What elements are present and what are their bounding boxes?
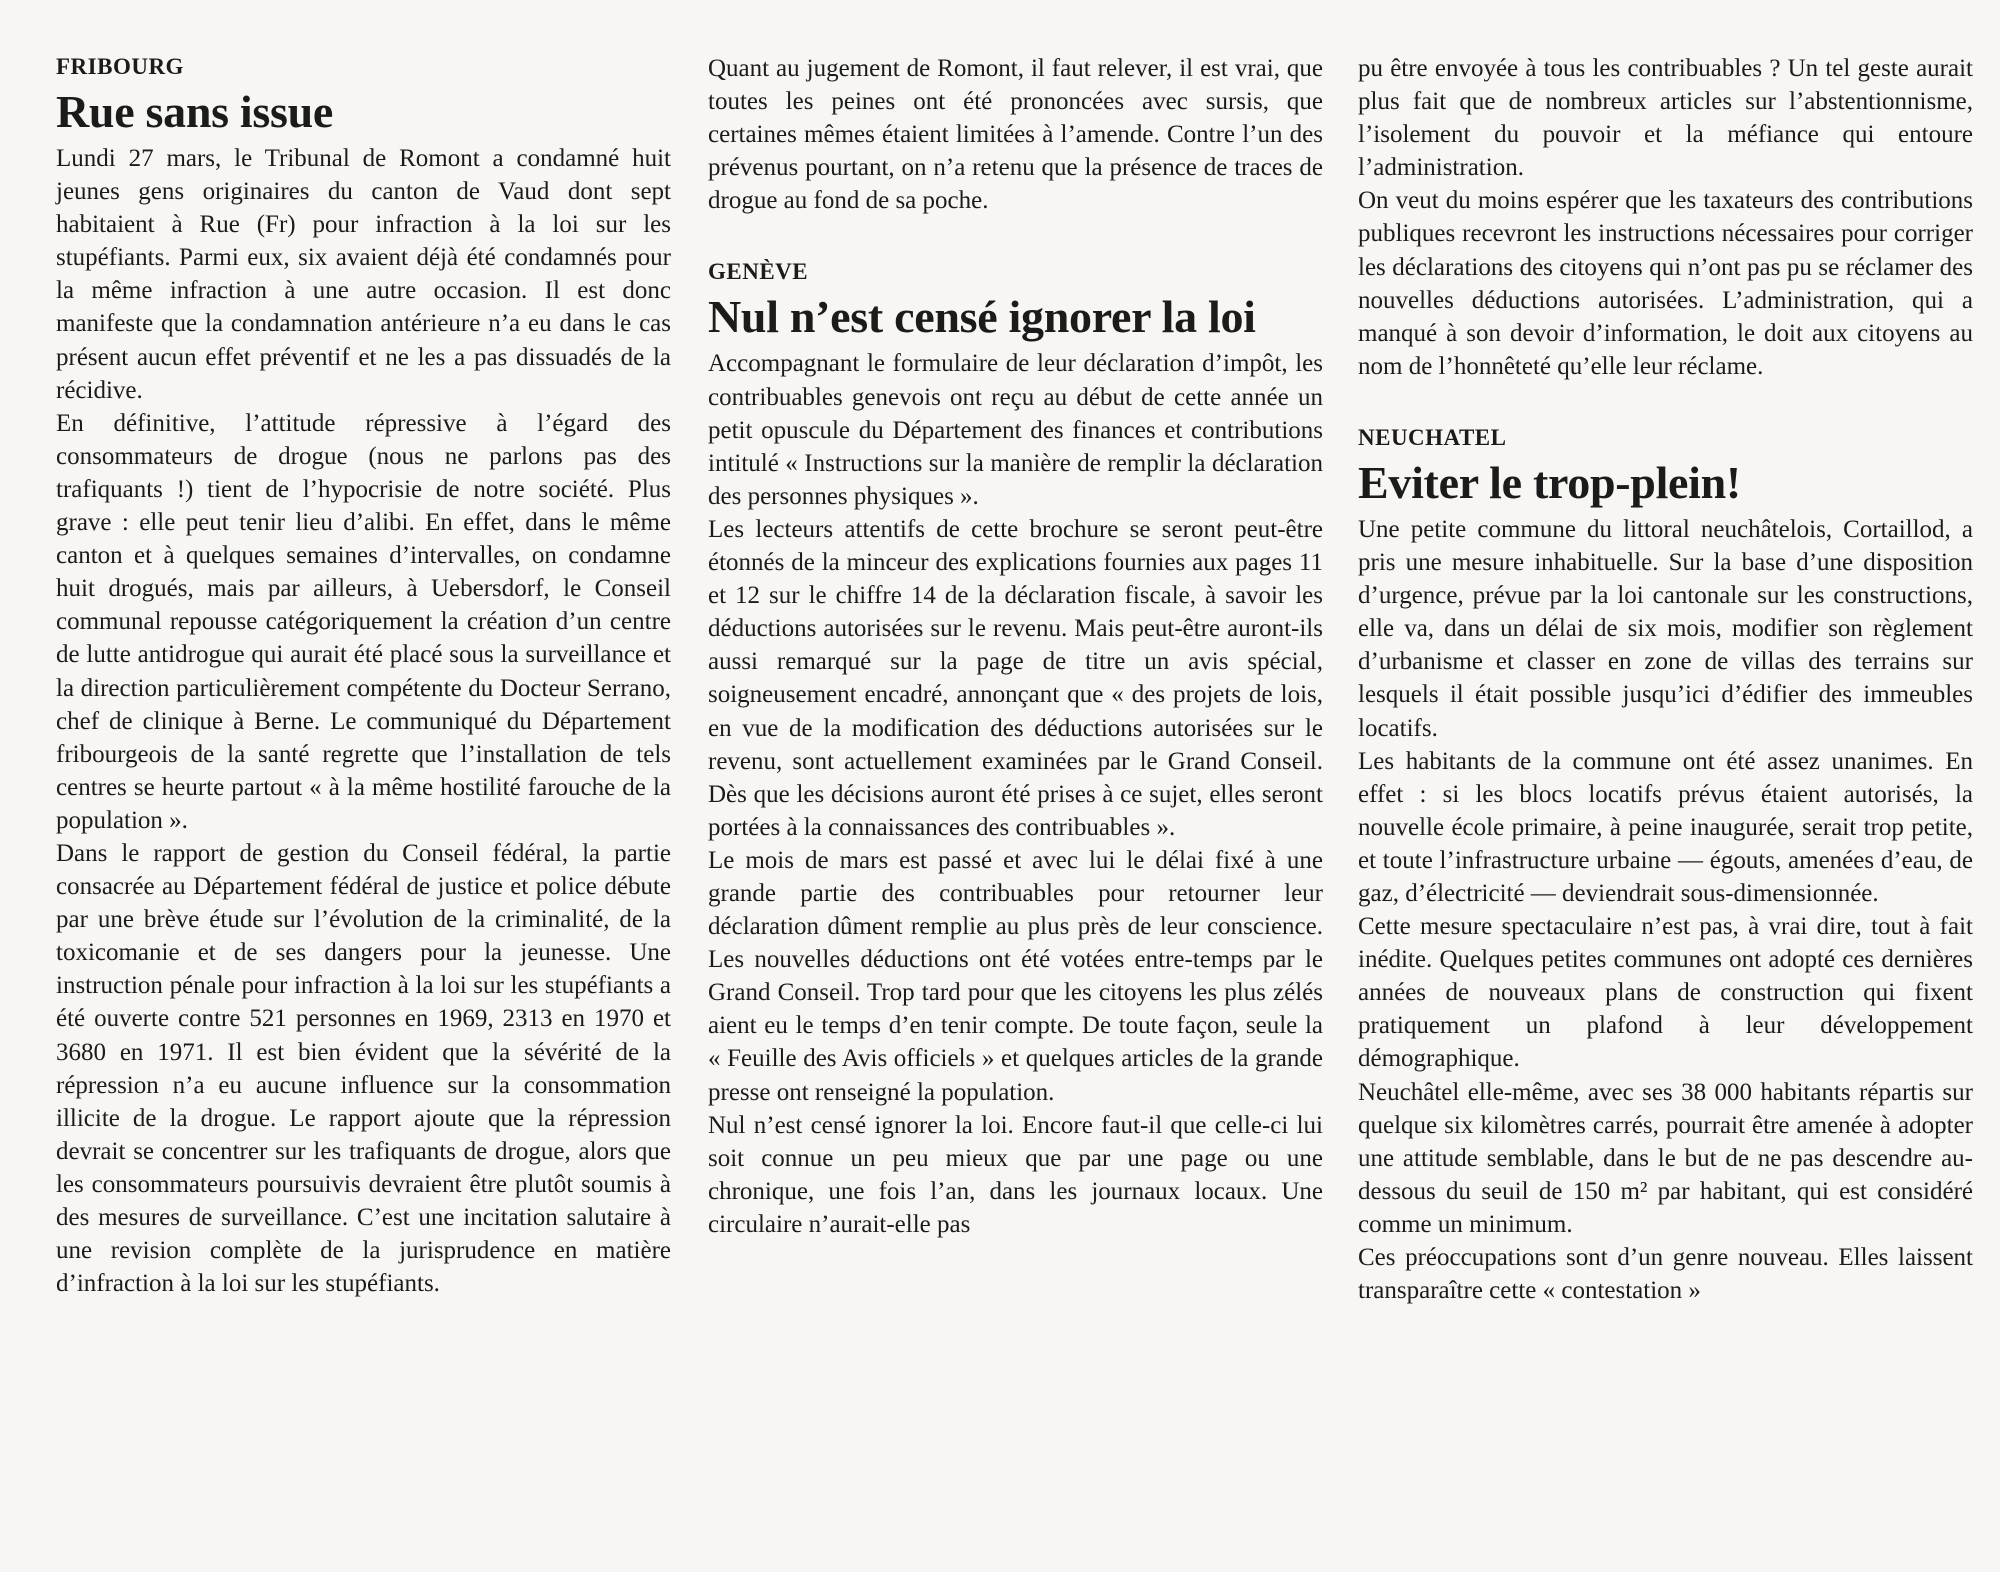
article-paragraph: Quant au jugement de Romont, il faut relever, il est vrai, que toutes les peines ont été prononcées avec sursis, que certaines mêmes étaient limitées à l’amende. Contre l’un des prévenus pourtant, on n’a retenu que la présence de traces de drogue au fond de sa poche. bbox=[708, 55, 1323, 215]
article-headline: Rue sans issue bbox=[56, 86, 333, 137]
article-paragraph: On veut du moins espérer que les taxateurs des contributions publiques recevront les instructions nécessaires pour corriger les déclarations des citoyens qui n’ont pas pu se réclamer des nouvelles déductions autorisées. L’administration, qui a manqué à son devoir d’information, le doit aux citoyens au nom de l’honnêteté qu’elle leur réclame. bbox=[1358, 187, 1973, 380]
article-headline: Eviter le trop-plein! bbox=[1358, 456, 1741, 508]
article-headline: Nul n’est censé ignorer la loi bbox=[708, 291, 1256, 343]
article-paragraph: Neuchâtel elle-même, avec ses 38 000 habitants répartis sur quelque six kilomètres carrés, pourrait être amenée à adopter une attitude semblable, dans le but de ne pas descendre au-dessous du seuil de 150 m² par habitant, qui est considéré comme un minimum. bbox=[1358, 1078, 1973, 1238]
article-paragraph: Dans le rapport de gestion du Conseil fédéral, la partie consacrée au Département fédéral de justice et police débute par une brève étude sur l’évolution de la criminalité, de la toxicomanie et de ses dangers pour la jeunesse. Une instruction pénale pour infraction à la loi sur les stupéfiants a été ouverte contre 521 personnes en 1969, 2313 en 1970 et 3680 en 1971. Il est bien évident que la sévérité de la répression n’a eu aucune influence sur la consommation illicite de la drogue. Le rapport ajoute que la répression devrait se concentrer sur les trafiquants de drogue, alors que les consommateurs poursuivis devraient être plutôt soumis à des mesures de surveillance. C’est une incitation salutaire à une revision complète de la jurisprudence en matière d’infraction à la loi sur les stupéfiants. bbox=[56, 839, 671, 1298]
article-paragraph: pu être envoyée à tous les contribuables ? Un tel geste aurait plus fait que de nombreux articles sur l’abstentionnisme, l’isolement du pouvoir et la méfiance qui entoure l’administration. bbox=[1358, 55, 1973, 182]
article-paragraph: Nul n’est censé ignorer la loi. Encore faut-il que celle-ci lui soit connue un peu mieux que par une page ou une chronique, une fois l’an, dans les journaux locaux. Une circulaire n’aurait-elle pas bbox=[708, 1111, 1323, 1238]
region-label: NEUCHATEL bbox=[1358, 424, 1507, 450]
article-paragraph: Ces préoccupations sont d’un genre nouveau. Elles laissent transparaître cette « contestation » bbox=[1358, 1244, 1973, 1305]
section-gap bbox=[708, 217, 1323, 257]
column-1 bbox=[56, 52, 671, 1300]
article-paragraph: Les lecteurs attentifs de cette brochure se seront peut-être étonnés de la minceur des explications fournies aux pages 11 et 12 sur le chiffre 14 de la déclaration fiscale, à savoir les déductions autorisées sur le revenu. Mais peut-être auront-ils aussi remarqué sur la page de titre un avis spécial, soigneusement encadré, annonçant que « des projets de lois, en vue de la modification des déductions autorisées sur le revenu, sont actuellement examinées par le Grand Conseil. Dès que les décisions auront été prises à ce sujet, elles seront portées à la connaissances des contribuables ». bbox=[708, 515, 1323, 841]
article-paragraph: Lundi 27 mars, le Tribunal de Romont a condamné huit jeunes gens originaires du canton de Vaud dont sept habitaient à Rue (Fr) pour infraction à la loi sur les stupéfiants. Parmi eux, six avaient déjà été condamnés pour la même infraction à une autre occasion. Il est donc manifeste que la condamnation antérieure n’a eu dans le cas présent aucun effet préventif et ne les a pas dissuadés de la récidive. bbox=[56, 145, 671, 404]
article-paragraph: Cette mesure spectaculaire n’est pas, à vrai dire, tout à fait inédite. Quelques petites communes ont adopté ces dernières années de nouveaux plans de construction qui fixent pratiquement un plafond à leur développement démographique. bbox=[1358, 913, 1973, 1073]
region-label: GENÈVE bbox=[708, 259, 809, 285]
article-paragraph: Les habitants de la commune ont été assez unanimes. En effet : si les blocs locatifs prévus étaient autorisés, la nouvelle école primaire, à peine inaugurée, serait trop petite, et toute l’infrastructure urbaine — égouts, amenées d’eau, de gaz, d’électricité — deviendrait sous-dimensionnée. bbox=[1358, 747, 1973, 907]
article-paragraph: Une petite commune du littoral neuchâtelois, Cortaillod, a pris une mesure inhabituelle. Sur la base d’une disposition d’urgence, prévue par la loi cantonale sur les constructions, elle va, dans un délai de six mois, modifier son règlement d’urbanisme et classer en zone de villas des terrains sur lesquels il était possible jusqu’ici d’édifier des immeubles locatifs. bbox=[1358, 515, 1973, 742]
article-paragraph: Le mois de mars est passé et avec lui le délai fixé à une grande partie des contribuables pour retourner leur déclaration dûment remplie au plus près de leur conscience. Les nouvelles déductions ont été votées entre-temps par le Grand Conseil. Trop tard pour que les citoyens les plus zélés aient eu le temps d’en tenir compte. De toute façon, seule la « Feuille des Avis officiels » et quelques articles de la grande presse ont renseigné la population. bbox=[708, 846, 1323, 1106]
column-3 bbox=[1358, 52, 1973, 1307]
column-2 bbox=[708, 52, 1323, 1241]
section-gap bbox=[1358, 383, 1973, 423]
region-label: FRIBOURG bbox=[56, 54, 184, 79]
article-paragraph: En définitive, l’attitude répressive à l’égard des consommateurs de drogue (nous ne parlons pas des trafiquants !) tient de l’hypocrisie de notre société. Plus grave : elle peut tenir lieu d’alibi. En effet, dans le même canton et à quelques semaines d’intervalles, on condamne huit drogués, mais par ailleurs, à Uebersdorf, le Conseil communal repousse catégoriquement la création d’un centre de lutte antidrogue qui aurait été placé sous la surveillance et la direction particulièrement compétente du Docteur Serrano, chef de clinique à Berne. Le communiqué du Département fribourgeois de la santé regrette que l’installation de tels centres se heurte partout « à la même hostilité farouche de la population ». bbox=[56, 409, 671, 834]
article-paragraph: Accompagnant le formulaire de leur déclaration d’impôt, les contribuables genevois ont reçu au début de cette année un petit opuscule du Département des finances et contributions intitulé « Instructions sur la manière de remplir la déclaration des personnes physiques ». bbox=[708, 350, 1323, 510]
